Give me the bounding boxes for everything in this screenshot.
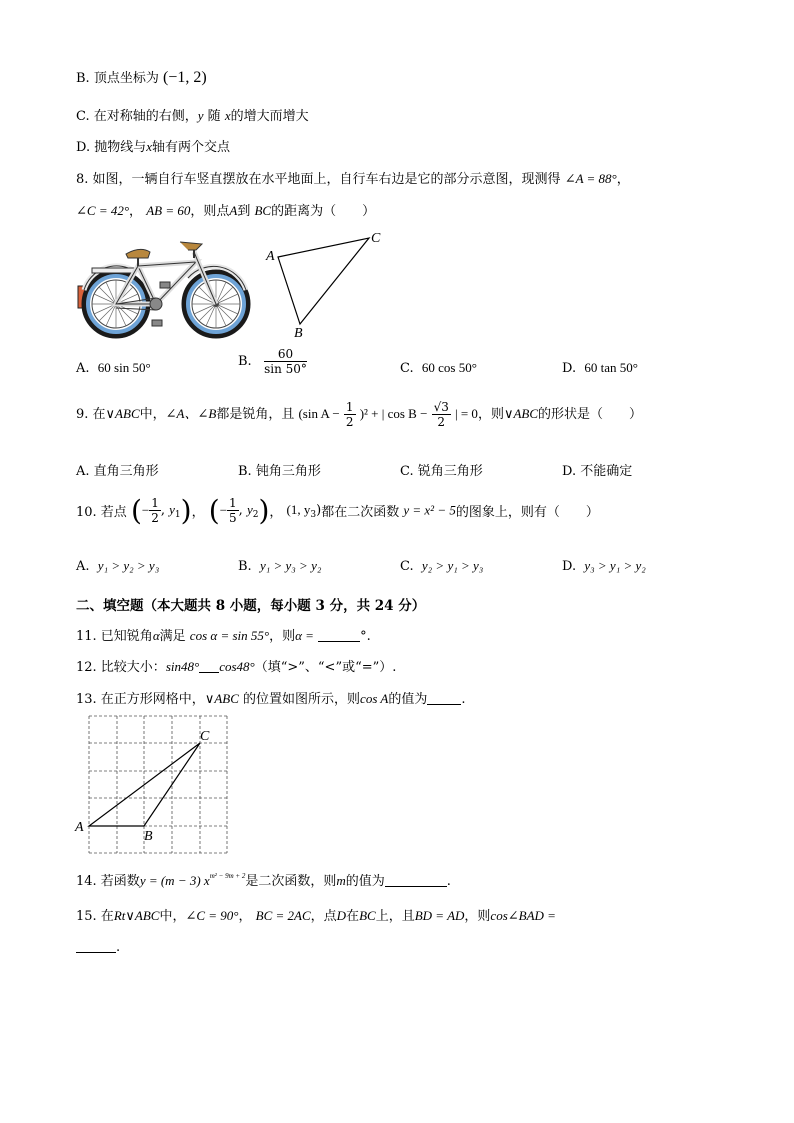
- grid-label-a: A: [75, 820, 84, 835]
- q10-stem: 10. 若点 (− $\frac{1}{2}$ , $y_1$)， (− $\frac{1}{5}$ , $y_2$)， (1, $y_3$)都在二次函数 y = x² − 5的图象上，则有（ ）: [76, 494, 599, 527]
- q7-vertex-coords: (−1, 2): [162, 69, 207, 86]
- q10-option-b: B. y₁ > y₃ > y₂: [238, 558, 322, 574]
- triangle-abc-diagram: [262, 226, 392, 344]
- q12-answer-blank[interactable]: [199, 660, 219, 673]
- triangle-abc: [278, 238, 369, 324]
- q12-stem: 12. 比较大小：sin48° cos48°（填“>”、“<”或“=”）.: [76, 659, 397, 675]
- seat: [126, 249, 150, 258]
- q10-option-c: C. y₂ > y₁ > y₃: [400, 558, 484, 574]
- q7-option-c: C. 在对称轴的右侧，y 随 x的增大而增大: [76, 108, 309, 124]
- q8-option-c: C. 60 cos 50°: [400, 360, 477, 376]
- rear-rack: [92, 268, 136, 273]
- grid-label-b: B: [144, 829, 153, 844]
- bicycle-illustration: [76, 228, 252, 344]
- handlebar-grip: [180, 242, 202, 250]
- q9-option-a: A. 直角三角形: [76, 464, 159, 479]
- q8-option-b: B. $\frac{60}{\sin 50^\circ}$: [238, 347, 307, 376]
- q7-option-d: D. 抛物线与x轴有两个交点: [76, 139, 231, 155]
- q9-stem: 9. 在∨ABC中，∠A、∠B都是锐角，且 (sin A − $\frac{1}{2}$ )² + | cos B − $\frac{√3}{2}$ | = 0，则∨ABC的形状是（ ）: [76, 400, 643, 429]
- chainring: [150, 298, 162, 310]
- vertex-label-c: C: [371, 231, 381, 246]
- q15-stem: 15. 在Rt∨ABC中，∠C = 90°， BC = 2AC，点D在BC上，且BD = AD，则cos∠BAD =: [76, 908, 556, 924]
- q13-answer-blank[interactable]: [427, 692, 461, 705]
- q9-option-b: B. 钝角三角形: [238, 464, 321, 479]
- grid-label-c: C: [200, 729, 210, 744]
- q8-stem-line1: 8. 如图，一辆自行车竖直摆放在水平地面上，自行车右边是它的部分示意图，现测得 ∠A = 88°，: [76, 171, 630, 187]
- q14-stem: 14. 若函数y = (m − 3) $x^{m^2 - 9m + 2}$是二次函数，则m的值为 .: [76, 872, 451, 889]
- vertex-label-b: B: [294, 326, 303, 341]
- q10-option-d: D. y₃ > y₁ > y₂: [562, 558, 646, 574]
- q8-stem-line2: ∠C = 42°， AB = 60，则点A到 BC的距离为（ ）: [76, 203, 376, 219]
- pedal-top: [160, 282, 170, 288]
- q10-option-a: A. y₁ > y₂ > y₃: [76, 558, 160, 574]
- section-heading-fill-in: 二、填空题（本大题共 8 小题，每小题 3 分，共 24 分）: [76, 598, 426, 614]
- vertex-label-a: A: [266, 249, 275, 264]
- q11-answer-blank[interactable]: [318, 629, 360, 642]
- grid-triangle-abc: [89, 743, 200, 826]
- q13-stem: 13. 在正方形网格中，∨ABC 的位置如图所示，则cos A的值为 .: [76, 691, 466, 707]
- q14-answer-blank[interactable]: [385, 874, 447, 887]
- q15-answer-blank[interactable]: [76, 940, 116, 953]
- q9-option-d: D. 不能确定: [562, 464, 633, 479]
- q9-option-c: C. 锐角三角形: [400, 464, 483, 479]
- q13-grid-diagram: [72, 712, 234, 858]
- q15-answer-line: .: [76, 940, 120, 955]
- q8-option-a: A. 60 sin 50°: [76, 360, 151, 376]
- q7-option-b: B. 顶点坐标为 (−1, 2): [76, 69, 207, 86]
- pedal-bottom: [152, 320, 162, 326]
- q11-stem: 11. 已知锐角α满足 cos α = sin 55°，则α = °.: [76, 628, 371, 644]
- q8-option-d: D. 60 tan 50°: [562, 360, 638, 376]
